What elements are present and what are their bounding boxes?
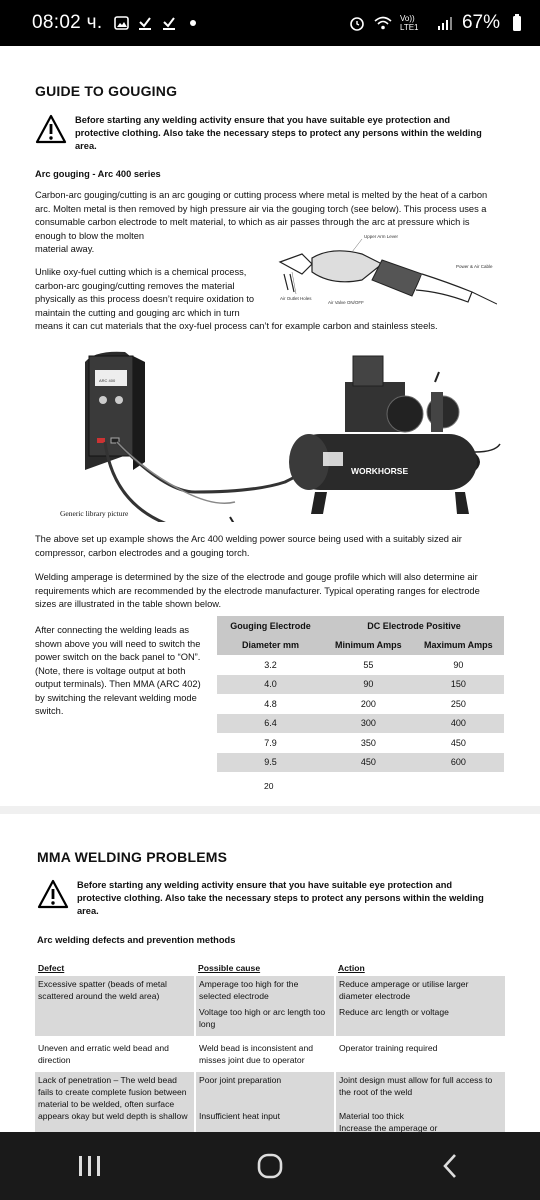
action-cell: Reduce arc length or voltage [335,1004,506,1036]
table-header: Minimum Amps [324,636,413,656]
warning-text: Before starting any welding activity ensure that you have suitable eye protection and protective clothing. Also take the necessary steps to protect any persons within the welding area. [77,880,484,916]
table-header: Gouging Electrode [217,616,324,636]
table-header: Possible cause [198,963,261,973]
table-row [217,733,504,753]
back-button[interactable] [420,1146,480,1186]
page-number: 20 [264,781,274,791]
welding-setup-illustration [55,342,505,522]
table-cell: 7.9 [264,737,277,748]
warning-block [35,114,495,153]
table-cell: 4.0 [217,675,324,695]
table-cell: 450 [324,753,413,773]
navigation-bar [0,1132,540,1200]
dot-icon [184,14,202,32]
table-row [217,655,504,675]
download-done-icon [160,14,178,32]
recent-apps-button[interactable] [60,1146,120,1186]
action-cell: Joint design must allow for full access to the root of the weld [335,1072,506,1108]
gallery-icon [112,14,130,32]
paragraph: material away. [35,244,95,254]
page-title: MMA WELDING PROBLEMS [37,849,228,865]
table-cell: 90 [453,659,464,670]
torch-label: Power & Air Cable [456,264,493,269]
cause-cell: Poor joint preparation [195,1072,335,1108]
table-cell: 3.2 [264,659,277,670]
electrode-table [217,616,504,772]
cause-cell: Insufficient heat input [195,1108,335,1132]
defects-table [35,960,507,1132]
alarm-icon [348,14,366,32]
defect-cell: Lack of penetration – The weld bead fails to create complete fusion between material to be welded, often surface appears okay but weld depth is shallow [35,1072,195,1132]
paragraph-line: carbon-arc gouging/cutting removes the material [35,280,235,291]
gouging-torch-illustration [272,234,497,314]
cause-cell: Amperage too high for the selected electrode [195,976,335,1004]
paragraph-line: physically as this process doesn’t require oxidation to [35,294,255,304]
table-row [217,675,504,695]
table-cell: 150 [413,675,504,695]
table-header: DC Electrode Positive [324,616,504,636]
paragraph-line: maintain the cutting and gouging arc which in turn [35,307,240,318]
warning-icon [37,879,69,909]
table-row [217,753,504,773]
table-cell: 400 [413,714,504,734]
table-cell: 90 [324,675,413,695]
table-row [35,1072,506,1108]
action-cell: Material too thick Increase the amperage or [335,1108,506,1132]
section-subheading: Arc welding defects and prevention methods [37,935,236,945]
network-type: Vo)) LTE1 [399,14,419,32]
paragraph: Welding amperage is determined by the size of the electrode and gouge profile which will also determine air requirements which are recommended by the electrode manufacturer. Typical operating ranges for electrode sizes are illustrated in the table shown below. [35,572,480,609]
table-header: Action [338,963,365,973]
table-header: Maximum Amps [413,636,504,656]
recent-apps-icon [77,1154,103,1178]
image-caption: Generic library picture [60,509,129,518]
status-time: 08:02 ч. [32,12,103,33]
action-cell: Reduce amperage or utilise larger diameter electrode [335,976,506,1004]
table-header: Diameter mm [217,636,324,656]
table-header: Defect [38,963,65,973]
table-cell: 6.4 [217,714,324,734]
table-cell: 350 [360,737,376,748]
table-cell: 450 [450,737,466,748]
notification-icons [112,14,202,32]
warning-block [37,879,497,918]
section-subheading: Arc gouging - Arc 400 series [35,169,161,179]
paragraph-line: Unlike oxy-fuel cutting which is a chemical process, [35,267,247,277]
home-button[interactable] [240,1146,300,1186]
page-title: GUIDE TO GOUGING [35,83,178,99]
torch-label: Air Valve ON/OFF [328,300,364,305]
table-cell: 9.5 [217,753,324,773]
defect-cell: Excessive spatter (beads of metal scattered around the weld area) [35,976,195,1036]
action-cell: Operator training required [335,1036,506,1072]
warning-icon [35,114,67,144]
battery-icon [508,14,526,32]
table-row [217,694,504,714]
table-cell: 4.8 [264,698,277,709]
table-cell: 600 [413,753,504,773]
welder-label: ARC 400 [99,378,116,383]
table-row [35,1036,506,1072]
cause-cell: Voltage too high or arc length too long [195,1004,335,1036]
table-cell: 200 [360,698,376,709]
defect-cell: Uneven and erratic weld bead and direction [35,1036,195,1072]
table-cell: 250 [450,698,466,709]
status-right [348,12,526,34]
signal-icon [436,14,454,32]
download-done-icon [136,14,154,32]
paragraph: The above set up example shows the Arc 400 welding power source being used with a suitably sized air compressor, carbon electrodes and a gouging torch. [35,534,462,558]
wifi-icon [374,14,392,32]
document-viewer[interactable] [0,46,540,1132]
compressor-brand-label: WORKHORSE [351,466,409,476]
torch-label: Air Outlet Holes [280,296,312,301]
table-row [217,714,504,734]
table-cell: 300 [324,714,413,734]
home-icon [256,1152,284,1180]
paragraph-line: means it can cut materials that the oxy-fuel process can’t for example carbon and stainless steels. [35,321,438,331]
table-cell: 55 [363,659,374,670]
paragraph: Carbon-arc gouging/cutting is an arc gouging or cutting process where metal is melted by the heat of a carbon arc. Molten metal is then removed by high pressure air via the gouging torch (see below). This process uses a consumable carbon electrode to melt material, to which as air passes through the arc at pressure which is enough to blow the molten [35,190,488,241]
warning-text: Before starting any welding activity ensure that you have suitable eye protection and protective clothing. Also take the necessary steps to protect any persons within the welding area. [75,115,482,151]
back-icon [440,1153,460,1179]
torch-label: Upper Arm Lever [364,234,399,239]
page-divider [0,806,540,814]
cause-cell: Weld bead is inconsistent and misses joint due to operator [195,1036,335,1072]
table-row [35,976,506,1004]
battery-percent: 67% [461,12,500,33]
paragraph: After connecting the welding leads as shown above you will need to switch the power switch on the back panel to “ON”. (Note, there is voltage output at both output terminals). Then MMA (ARC 402) by switching the relevant welding mode switch. [35,625,201,716]
status-bar [0,0,540,46]
